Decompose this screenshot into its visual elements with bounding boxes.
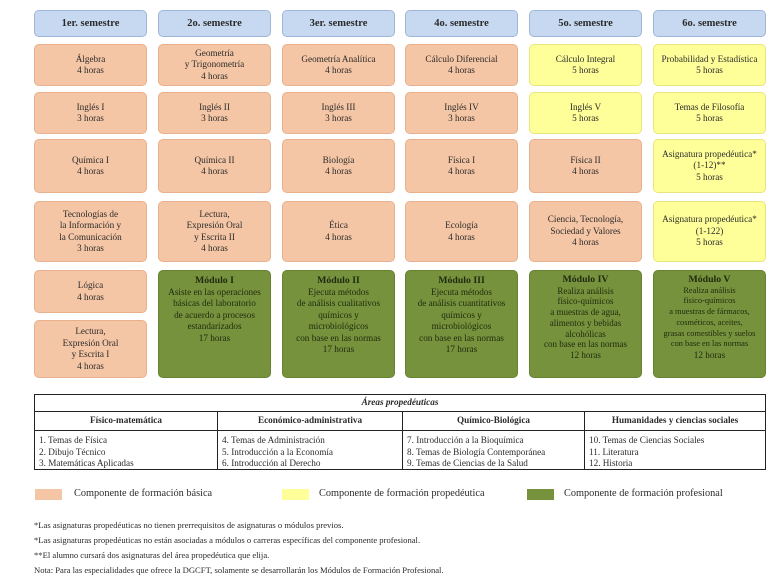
subject-hours: 5 horas — [572, 113, 599, 123]
subject-cell — [282, 92, 395, 134]
subject-cell — [653, 139, 766, 193]
subject-name: Geometría Analítica — [301, 53, 376, 64]
subject-hours: 4 horas — [325, 231, 352, 242]
subject-name: Geometría y Trigonometría — [184, 47, 245, 70]
module-title: Módulo II — [317, 275, 360, 286]
subject-cell — [653, 201, 766, 262]
subject-cell — [529, 92, 642, 134]
subject-hours: 4 horas — [448, 231, 475, 242]
subject-name: Asignatura propedéutica* (1-122) — [662, 214, 757, 236]
subject-name: Cálculo Integral — [555, 53, 616, 64]
area-item: 10. Temas de Ciencias Sociales — [589, 435, 705, 445]
module-hours: 17 horas — [322, 344, 355, 354]
area-item: 8. Temas de Biología Contemporánea — [407, 446, 546, 457]
module-description: Ejecuta métodos de análisis cuantitativos químicos y microbiológicos con base en las normas — [417, 286, 506, 343]
module-cell-3 — [405, 270, 518, 378]
semester-header-6: 6o. semestre — [653, 10, 766, 37]
subject-cell — [282, 139, 395, 193]
module-hours: 12 horas — [570, 349, 601, 360]
legend-swatch-propedeutic — [282, 489, 309, 500]
module-description: Ejecuta métodos de análisis cualitativos químicos y microbiológicos con base en las normas — [296, 286, 381, 343]
area-header: Químico-Biológica — [403, 411, 584, 431]
subject-cell — [405, 44, 518, 86]
subject-cell — [529, 201, 642, 262]
legend-label-propedeutic: Componente de formación propedéutica — [319, 488, 485, 499]
subject-cell — [405, 92, 518, 134]
footnote: Nota: Para las especialidades que ofrece la DGCFT, solamente se desarrollarán los Módulos de Formación Profesional. — [34, 565, 444, 575]
area-item: 11. Literatura — [589, 446, 639, 457]
subject-cell — [282, 201, 395, 262]
areas-title: Áreas propedéuticas — [35, 395, 765, 412]
area-item: 1. Temas de Física — [39, 435, 108, 445]
area-header: Económico-administrativa — [218, 411, 402, 431]
subject-cell — [34, 201, 147, 262]
legend-label-basic: Componente de formación básica — [74, 488, 213, 499]
subject-cell — [158, 139, 271, 193]
semester-header-3: 3er. semestre — [282, 10, 395, 37]
subject-name: Álgebra — [75, 53, 106, 64]
module-title: Módulo III — [438, 275, 485, 286]
subject-name: Lectura, Expresión Oral y Escrita I — [62, 326, 119, 359]
area-item: 6. Introducción al Derecho — [222, 458, 321, 468]
subject-hours: 4 horas — [77, 166, 104, 176]
subject-hours: 5 horas — [696, 171, 723, 182]
subject-hours: 4 horas — [572, 166, 599, 176]
subject-name: Ecología — [445, 220, 478, 230]
subject-name: Probabilidad y Estadística — [661, 53, 758, 64]
semester-header-1: 1er. semestre — [34, 10, 147, 37]
semester-header-5: 5o. semestre — [529, 10, 642, 37]
area-item: 5. Introducción a la Economía — [222, 446, 333, 457]
footnote: *Las asignaturas propedéuticas no están asociadas a módulos o carreras específicas del componente profesional. — [34, 535, 421, 545]
subject-cell — [34, 92, 147, 134]
subject-hours: 4 horas — [448, 166, 475, 176]
area-header: Físico-matemática — [35, 411, 217, 431]
legend-swatch-professional — [527, 489, 554, 500]
subject-name: Lectura, Expresión Oral y Escrita II — [186, 208, 243, 242]
module-hours: 17 horas — [198, 332, 231, 343]
subject-hours: 4 horas — [325, 65, 352, 75]
subject-name: Ciencia, Tecnología, Sociedad y Valores — [547, 214, 624, 236]
area-item: 2. Dibujo Técnico — [39, 446, 106, 457]
area-header: Humanidades y ciencias sociales — [585, 411, 765, 431]
subject-name: Tecnologías de la Información y la Comunicación — [59, 208, 122, 242]
subject-cell — [405, 201, 518, 262]
legend-swatch-basic — [35, 489, 62, 500]
footnote: **El alumno cursará dos asignaturas del área propedéutica que elija. — [34, 550, 270, 560]
subject-name: Temas de Filosofía — [674, 101, 745, 112]
subject-name: Inglés V — [569, 101, 602, 112]
subject-hours: 4 horas — [448, 65, 475, 75]
area-column — [402, 411, 584, 469]
legend-label-professional: Componente de formación profesional — [564, 488, 723, 499]
area-column — [35, 411, 217, 469]
module-title: Módulo V — [688, 274, 731, 285]
module-cell-4 — [529, 270, 642, 378]
subject-cell — [158, 92, 271, 134]
subject-cell — [405, 139, 518, 193]
subject-cell — [158, 201, 271, 262]
subject-hours: 3 horas — [448, 113, 475, 123]
subject-hours: 4 horas — [201, 166, 228, 176]
module-hours: 12 horas — [693, 349, 726, 360]
subject-hours: 3 horas — [77, 243, 104, 253]
subject-hours: 3 horas — [201, 113, 228, 123]
subject-cell — [653, 44, 766, 86]
module-title: Módulo IV — [562, 274, 609, 285]
subject-name: Cálculo Diferencial — [425, 53, 498, 64]
subject-hours: 4 horas — [77, 360, 104, 371]
area-column — [584, 411, 765, 469]
module-title: Módulo I — [195, 275, 234, 286]
area-item: 12. Historia — [589, 458, 633, 468]
area-item: 7. Introducción a la Bioquímica — [407, 435, 524, 445]
area-item: 4. Temas de Administración — [222, 435, 325, 445]
footnote: *Las asignaturas propedéuticas no tienen prerrequisitos de asignaturas o módulos previos. — [34, 520, 344, 530]
subject-name: Lógica — [77, 280, 104, 290]
subject-name: Física II — [570, 154, 601, 165]
subject-hours: 4 horas — [201, 243, 228, 253]
module-description: Realiza análisis físico-químicos a muestras de agua, alimentos y bebidas alcohólicas con base en las normas — [544, 285, 627, 350]
subject-cell — [529, 139, 642, 193]
subject-name: Ética — [329, 220, 348, 230]
subject-name: Inglés III — [321, 101, 356, 112]
subject-name: Biología — [322, 154, 355, 165]
semester-header-4: 4o. semestre — [405, 10, 518, 37]
subject-hours: 4 horas — [77, 65, 104, 75]
subject-cell — [282, 44, 395, 86]
subject-cell — [34, 44, 147, 86]
subject-name: Inglés IV — [444, 101, 479, 112]
subject-hours: 4 horas — [201, 70, 228, 81]
module-description: Realiza análisis físico-químicos a muestras de fármacos, cosméticos, aceites, grasas comestibles y suelos con base en las normas — [663, 285, 756, 349]
subject-name: Química II — [194, 154, 235, 165]
semester-header-2: 2o. semestre — [158, 10, 271, 37]
subject-hours: 5 horas — [696, 113, 723, 123]
subject-cell — [529, 44, 642, 86]
module-cell-2 — [282, 270, 395, 378]
subject-hours: 3 horas — [77, 113, 104, 123]
module-cell-1 — [158, 270, 271, 378]
subject-hours: 3 horas — [325, 113, 352, 123]
subject-hours: 4 horas — [77, 291, 104, 302]
subject-name: Inglés II — [199, 101, 230, 112]
module-cell-5 — [653, 270, 766, 378]
subject-name: Asignatura propedéutica* (1-12)** — [662, 148, 757, 171]
subject-cell — [34, 270, 147, 313]
subject-cell — [34, 320, 147, 378]
module-description: Asiste en las operaciones básicas del laboratorio de acuerdo a procesos estandarizados — [168, 286, 261, 331]
subject-cell — [158, 44, 271, 86]
subject-hours: 5 horas — [696, 237, 723, 248]
subject-cell — [34, 139, 147, 193]
subject-hours: 4 horas — [572, 237, 599, 248]
area-item: 3. Matemáticas Aplicadas — [39, 458, 134, 468]
subject-hours: 5 horas — [572, 65, 599, 75]
subject-hours: 5 horas — [696, 65, 723, 75]
area-item: 9. Temas de Ciencias de la Salud — [407, 458, 528, 468]
subject-hours: 4 horas — [325, 166, 352, 176]
subject-name: Física I — [447, 154, 476, 165]
subject-cell — [653, 92, 766, 134]
area-column — [217, 411, 402, 469]
subject-name: Química I — [72, 154, 109, 165]
subject-name: Inglés I — [76, 101, 105, 112]
areas-propedeuticas-table — [34, 394, 766, 470]
module-hours: 17 horas — [445, 344, 478, 354]
